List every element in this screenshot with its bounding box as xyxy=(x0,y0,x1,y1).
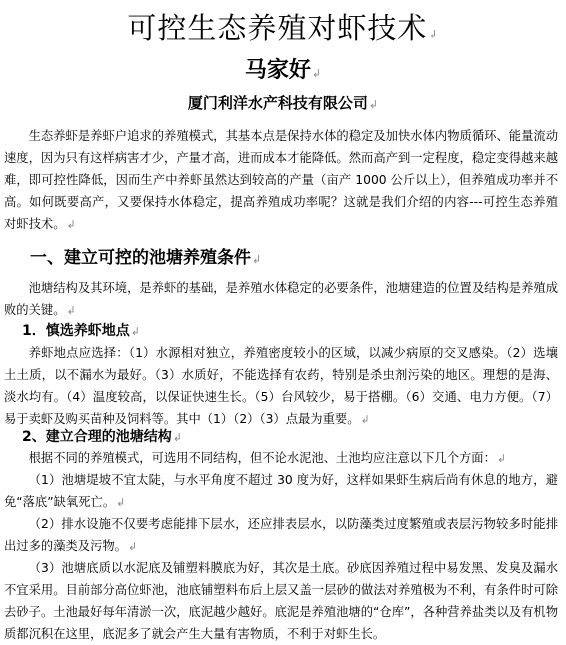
section-heading-1: 一、建立可控的池塘养殖条件↲ xyxy=(30,248,262,268)
pond-structure-item-3: （3）池塘底质以水泥底及铺塑料膜底为好，其次是土底。砂底因养殖过程中易发黑、发臭及漏水不宜采用。目前部分高位虾池，池底铺塑料布后上层又盖一层砂的做法对养殖极为不利，有条件时可除去砂子。土池最好每年清淤一次，底泥越少越好。底泥是养殖池塘的“仓库”，各种营养盐类以及有机物质都沉积在这里，底泥多了就会产生大量有害物质，不利于对虾生长。 xyxy=(4,561,558,641)
subsection-heading-2: 2、建立合理的池塘结构↲ xyxy=(22,429,182,445)
paragraph-mark-icon: ↲ xyxy=(66,218,76,231)
paragraph-mark-icon: ↲ xyxy=(360,413,370,426)
paragraph-mark-icon: ↲ xyxy=(496,452,507,465)
paragraph-mark-icon: ↲ xyxy=(127,540,138,553)
paragraph-mark-icon: ↲ xyxy=(172,431,182,444)
paragraph-mark-icon: ↲ xyxy=(116,496,126,509)
document-title: 可控生态养殖对虾技术↲ xyxy=(127,11,439,45)
pond-structure-item-1: （1）池塘堤坡不宜太陡，与水平角度不超过 30 度为好，这样如果虾生病后尚有休息的地方，避免“落底”缺氧死亡。↲ xyxy=(4,473,558,509)
site-selection-paragraph: 养虾地点应选择：（1）水源相对独立，养殖密度较小的区域，以减少病原的交叉感染。（2）选壤土土质，以不漏水为最好。（3）水质好，不能选择有农药，特别是杀虫剂污染的地区。理想的是海、淡水均有。（4）温度较高，以保证快速生长。（5）台风较少，易于搭棚。（6）交通、电力方便。（7）易于卖虾及购买苗种及饲料等。其中（1）（2）（3）点最为重要。↲ xyxy=(4,346,558,426)
author-affiliation: 厦门利洋水产科技有限公司↲ xyxy=(187,94,379,112)
intro-paragraph: 生态养虾是养虾户追求的养殖模式，其基本点是保持水体的稳定及加快水体内物质循环、能量流动速度，因为只有这样病害才少，产量才高，进而成本才能降低。然而高产到一定程度，稳定变得越来越难，即可控性降低，因而生产中养虾虽然达到较高的产量（亩产 1000 公斤以上），但养殖成功率并不高。如何既要高产，又要保持水体稳定，提高养殖成功率呢？这就是我们介绍的内容---可控生态养殖对虾技术。↲ xyxy=(4,129,558,231)
pond-structure-intro: 根据不同的养殖模式，可选用不同结构，但不论水泥池、土池均应注意以下几个方面：↲ xyxy=(28,451,507,465)
paragraph-mark-icon: ↲ xyxy=(311,67,322,80)
paragraph-mark-icon: ↲ xyxy=(252,253,262,266)
paragraph-mark-icon: ↲ xyxy=(130,325,140,338)
author-name: 马家好↲ xyxy=(244,58,322,83)
section-paragraph: 池塘结构及其环境，是养虾的基础，是养殖水体稳定的必要条件，池塘建造的位置及结构是养殖成败的关键。↲ xyxy=(4,281,558,317)
pond-structure-item-2: （2）排水设施不仅要考虑能排下层水，还应排表层水，以防藻类过度繁殖或表层污物较多时能排出过多的藻类及污物。↲ xyxy=(4,517,558,553)
subsection-heading-1: 1．慎选养虾地点↲ xyxy=(22,323,140,339)
paragraph-mark-icon: ↲ xyxy=(66,304,76,317)
paragraph-mark-icon: ↲ xyxy=(428,28,439,41)
paragraph-mark-icon: ↲ xyxy=(368,98,379,111)
